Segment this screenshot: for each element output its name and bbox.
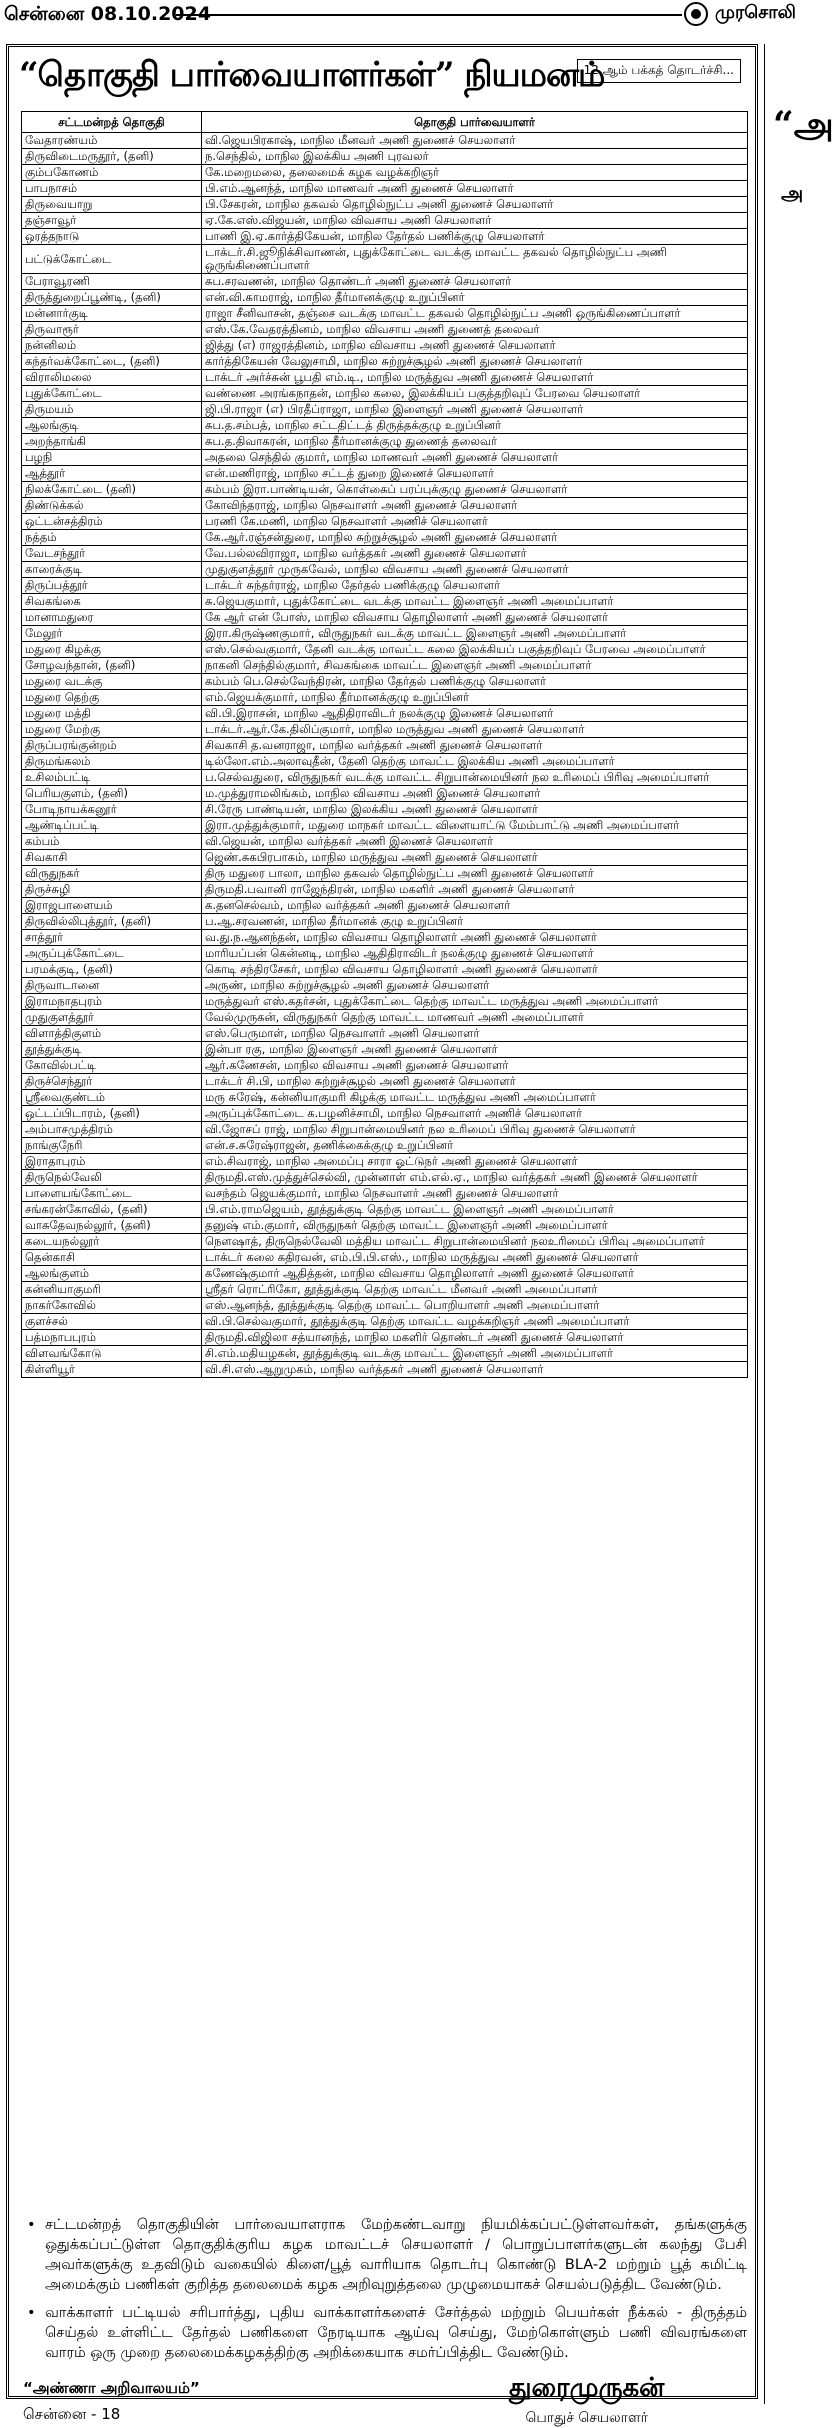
table-row — [22, 594, 748, 610]
constituency-cell: நாகர்கோவில் — [22, 1298, 202, 1314]
table-row — [22, 1250, 748, 1266]
table-row — [22, 898, 748, 914]
constituency-cell: பழநி — [22, 450, 202, 466]
table-row — [22, 197, 748, 213]
observer-cell: ராஜா சீனிவாசன், தஞ்சை வடக்கு மாவட்ட தகவல் தொழில்நுட்ப அணி ஒருங்கிணைப்பாளர் — [202, 306, 748, 322]
observer-cell: ஜி.பி.ராஜா (எ) பிரதீப்ராஜா, மாநில இளைஞர் அணி துணைச் செயலாளர் — [202, 402, 748, 418]
observer-cell: எஸ்.செல்வகுமார், தேனி வடக்கு மாவட்ட கலை இலக்கியப் பகுத்தறிவுப் பேரவை அமைப்பாளர் — [202, 642, 748, 658]
constituency-cell: ஆண்டிப்பட்டி — [22, 818, 202, 834]
constituency-cell: திருச்செந்தூர் — [22, 1074, 202, 1090]
constituency-cell: கன்னியாகுமரி — [22, 1282, 202, 1298]
constituency-cell: குளச்சல் — [22, 1314, 202, 1330]
observer-cell: பாணி இ.ஏ.கார்த்திகேயன், மாநில தேர்தல் பணிக்குழு செயலாளர் — [202, 229, 748, 245]
table-row — [22, 149, 748, 165]
observer-cell: சுப.த.சம்பத், மாநில சட்டதிட்டத் திருத்தக்குழு உறுப்பினர் — [202, 418, 748, 434]
observer-cell: கொடி சந்திரசேகர், மாநில விவசாய தொழிலாளர் அணி துணைச் செயலாளர் — [202, 962, 748, 978]
observer-cell: டாக்டர் கலை கதிரவன், எம்.பி.பி.எஸ்., மாநில மருத்துவ அணி துணைச் செயலாளர் — [202, 1250, 748, 1266]
constituency-cell: ஒரத்தநாடு — [22, 229, 202, 245]
constituency-cell: இராதாபுரம் — [22, 1154, 202, 1170]
observer-cell: பி.சேகரன், மாநில தகவல் தொழில்நுட்ப அணி துணைச் செயலாளர் — [202, 197, 748, 213]
office-address — [23, 2379, 200, 2425]
observer-cell: சுப.த.திவாகரன், மாநில தீர்மானக்குழு துணைத் தலைவர் — [202, 434, 748, 450]
constituency-cell: சிவகாசி — [22, 850, 202, 866]
observer-cell: திரு மதுரை பாலா, மாநில தகவல் தொழில்நுட்ப அணி துணைச் செயலாளர் — [202, 866, 748, 882]
constituency-cell: நிலக்கோட்டை (தனி) — [22, 482, 202, 498]
constituency-cell: நன்னிலம் — [22, 338, 202, 354]
table-row — [22, 1266, 748, 1282]
table-row — [22, 498, 748, 514]
constituency-cell: மதுரை கிழக்கு — [22, 642, 202, 658]
observer-cell: டாக்டர் சி.பி, மாநில சுற்றுச்சூழல் அணி துணைச் செயலாளர் — [202, 1074, 748, 1090]
table-row — [22, 338, 748, 354]
observer-cell: சிவகாசி த.வனராஜா, மாநில வர்த்தகர் அணி துணைச் செயலாளர் — [202, 738, 748, 754]
table-row — [22, 482, 748, 498]
table-row — [22, 290, 748, 306]
constituency-cell: பத்மநாபபுரம் — [22, 1330, 202, 1346]
table-row — [22, 1298, 748, 1314]
table-row — [22, 722, 748, 738]
constituency-cell: கம்பம் — [22, 834, 202, 850]
table-row — [22, 354, 748, 370]
header-rule — [176, 14, 682, 16]
constituency-cell: போடிநாயக்கனூர் — [22, 802, 202, 818]
constituency-cell: பரமக்குடி, (தனி) — [22, 962, 202, 978]
observer-cell: பி.எம்.ஆனந்த், மாநில மாணவர் அணி துணைச் செயலாளர் — [202, 181, 748, 197]
table-row — [22, 466, 748, 482]
observer-cell: கார்த்திகேயன் வேலுசாமி, மாநில சுற்றுச்சூழல் அணி துணைச் செயலாளர் — [202, 354, 748, 370]
table-row — [22, 626, 748, 642]
observer-cell: வண்ணை அரங்கநாதன், மாநில கலை, இலக்கியப் பகுத்தறிவுப் பேரவை செயலாளர் — [202, 386, 748, 402]
observer-cell: கம்பம் இரா.பாண்டியன், கொள்கைப் பரப்புக்குழு துணைச் செயலாளர் — [202, 482, 748, 498]
table-row — [22, 1026, 748, 1042]
constituency-cell: ஆலங்குளம் — [22, 1266, 202, 1282]
constituency-cell: வாசுதேவநல்லூர், (தனி) — [22, 1218, 202, 1234]
constituency-cell: வேதாரண்யம் — [22, 133, 202, 149]
observer-cell: வசந்தம் ஜெயக்குமார், மாநில நெசவாளர் அணி துணைச் செயலாளர் — [202, 1186, 748, 1202]
table-row — [22, 850, 748, 866]
constituency-cell: தஞ்சாவூர் — [22, 213, 202, 229]
table-row — [22, 578, 748, 594]
observer-cell: அருண், மாநில சுற்றுச்சூழல் அணி துணைச் செயலாளர் — [202, 978, 748, 994]
table-row — [22, 181, 748, 197]
constituency-cell: காரைக்குடி — [22, 562, 202, 578]
constituency-cell: மதுரை மத்தி — [22, 706, 202, 722]
constituency-cell: அறந்தாங்கி — [22, 434, 202, 450]
observer-cell: டாக்டர் சுந்தர்ராஜ், மாநில தேர்தல் பணிக்குழு செயலாளர் — [202, 578, 748, 594]
table-row — [22, 962, 748, 978]
dateline: சென்னை 08.10.2024 — [4, 3, 211, 25]
observer-cell: டில்லோ.எம்.அலாவுதீன், தேனி தெற்கு மாவட்ட இலக்கிய அணி அமைப்பாளர் — [202, 754, 748, 770]
observer-cell: வி.ஜெயன், மாநில வர்த்தகர் அணி இணைச் செயலாளர் — [202, 834, 748, 850]
table-row — [22, 706, 748, 722]
side-heading: “அ — [773, 104, 834, 146]
table-row — [22, 738, 748, 754]
observer-cell: திருமதி.எஸ்.முத்துச்செல்வி, முன்னாள் எம்.எல்.ஏ., மாநில வர்த்தகர் அணி இணைச் செயலாளர் — [202, 1170, 748, 1186]
table-row — [22, 133, 748, 149]
continued-badge: 12 ஆம் பக்கத் தொடர்ச்சி... — [577, 59, 741, 83]
observer-cell: சி.ரேரு பாண்டியன், மாநில இலக்கிய அணி துணைச் செயலாளர் — [202, 802, 748, 818]
table-row — [22, 1074, 748, 1090]
constituency-cell: அருப்புக்கோட்டை — [22, 946, 202, 962]
instructions — [23, 2215, 747, 2371]
constituency-cell: திருப்பத்தூர் — [22, 578, 202, 594]
constituency-cell: அம்பாசமுத்திரம் — [22, 1122, 202, 1138]
constituency-cell: கும்பகோணம் — [22, 165, 202, 181]
constituency-cell: தென்காசி — [22, 1250, 202, 1266]
table-row — [22, 1218, 748, 1234]
observer-cell: வி.ஜெயபிரகாஷ், மாநில மீனவர் அணி துணைச் செயலாளர் — [202, 133, 748, 149]
table-row — [22, 642, 748, 658]
observer-cell: எம்.சிவராஜ், மாநில அமைப்பு சாரா ஓட்டுநர் அணி துணைச் செயலாளர் — [202, 1154, 748, 1170]
constituency-cell: பேராவூரணி — [22, 274, 202, 290]
observer-cell: சுப.சரவணன், மாநில தொண்டர் அணி துணைச் செயலாளர் — [202, 274, 748, 290]
table-row — [22, 1282, 748, 1298]
observer-cell: திருமதி.விஜிலா சத்யானந்த், மாநில மகளிர் தொண்டர் அணி துணைச் செயலாளர் — [202, 1330, 748, 1346]
constituency-cell: விளாத்திகுளம் — [22, 1026, 202, 1042]
constituency-cell: பாளையங்கோட்டை — [22, 1186, 202, 1202]
constituency-cell: இராமநாதபுரம் — [22, 994, 202, 1010]
table-row — [22, 994, 748, 1010]
constituency-cell: முதுகுளத்தூர் — [22, 1010, 202, 1026]
constituency-cell: திருமங்கலம் — [22, 754, 202, 770]
table-row — [22, 1346, 748, 1362]
office-name: “அண்ணா அறிவாலயம்” — [23, 2379, 200, 2397]
constituency-cell: ஆலங்குடி — [22, 418, 202, 434]
observer-cell: ஆர்.கணேசன், மாநில விவசாய அணி துணைச் செயலாளர் — [202, 1058, 748, 1074]
constituency-cell: பெரியகுளம், (தனி) — [22, 786, 202, 802]
constituency-cell: கிள்ளியூர் — [22, 1362, 202, 1378]
constituency-cell: மேலூர் — [22, 626, 202, 642]
observer-cell: அருப்புக்கோட்டை க.பழனிச்சாமி, மாநில நெசவாளர் அணிச் செயலாளர் — [202, 1106, 748, 1122]
table-row — [22, 610, 748, 626]
constituency-cell: தூத்துக்குடி — [22, 1042, 202, 1058]
observer-cell: திருமதி.பவானி ராஜேந்திரன், மாநில மகளிர் அணி துணைச் செயலாளர் — [202, 882, 748, 898]
observer-cell: எஸ்.பெருமாள், மாநில நெசவாளர் அணி செயலாளர் — [202, 1026, 748, 1042]
table-row — [22, 690, 748, 706]
signatory — [509, 2373, 664, 2428]
table-row — [22, 213, 748, 229]
constituency-cell: திருவாடானை — [22, 978, 202, 994]
constituency-cell: விராலிமலை — [22, 370, 202, 386]
table-row — [22, 914, 748, 930]
table-row — [22, 930, 748, 946]
office-city: சென்னை - 18 — [23, 2405, 121, 2423]
constituency-cell: மதுரை தெற்கு — [22, 690, 202, 706]
observer-cell: எம்.ஜெயக்குமார், மாநில தீர்மானக்குழு உறுப்பினர் — [202, 690, 748, 706]
table-row — [22, 882, 748, 898]
constituency-cell: திருவையாறு — [22, 197, 202, 213]
observer-cell: ந.செந்தில், மாநில இலக்கிய அணி புரவலர் — [202, 149, 748, 165]
table-row — [22, 450, 748, 466]
observer-cell: ஏ.கே.எஸ்.விஜயன், மாநில விவசாய அணி செயலாளர் — [202, 213, 748, 229]
constituency-cell: சாத்தூர் — [22, 930, 202, 946]
constituency-cell: உசிலம்பட்டி — [22, 770, 202, 786]
table-row — [22, 322, 748, 338]
table-row — [22, 786, 748, 802]
table-row — [22, 1058, 748, 1074]
observer-cell: கணேஷ்குமார் ஆதித்தன், மாநில விவசாய தொழிலாளர் அணி துணைச் செயலாளர் — [202, 1266, 748, 1282]
constituency-cell: திருநெல்வேலி — [22, 1170, 202, 1186]
constituency-cell: திருத்துறைப்பூண்டி, (தனி) — [22, 290, 202, 306]
constituency-cell: விளவங்கோடு — [22, 1346, 202, 1362]
observer-cell: இரா.முத்துக்குமார், மதுரை மாநகர் மாவட்ட விளையாட்டு மேம்பாட்டு அணி அமைப்பாளர் — [202, 818, 748, 834]
table-row — [22, 418, 748, 434]
table-row — [22, 674, 748, 690]
constituency-cell: மதுரை மேற்கு — [22, 722, 202, 738]
table-row — [22, 1138, 748, 1154]
column-header-observer: தொகுதி பார்வையாளர் — [202, 112, 748, 133]
table-row — [22, 165, 748, 181]
constituency-cell: திண்டுக்கல் — [22, 498, 202, 514]
observer-cell: ம.முத்துராமலிங்கம், மாநில விவசாய அணி இணைச் செயலாளர் — [202, 786, 748, 802]
table-row — [22, 834, 748, 850]
constituency-cell: கோவில்பட்டி — [22, 1058, 202, 1074]
table-row — [22, 1090, 748, 1106]
observer-cell: டாக்டர் அர்ச்சுன் பூபதி எம்.டி., மாநில மருத்துவ அணி துணைச் செயலாளர் — [202, 370, 748, 386]
observer-cell: வே.பல்லவிராஜா, மாநில வர்த்தகர் அணி துணைச் செயலாளர் — [202, 546, 748, 562]
table-row — [22, 1154, 748, 1170]
constituency-cell: மதுரை வடக்கு — [22, 674, 202, 690]
constituency-cell: ஒட்டப்பிடாரம், (தனி) — [22, 1106, 202, 1122]
table-row — [22, 1202, 748, 1218]
observer-cell: கே.ஆர்.ரஞ்சன்துரை, மாநில சுற்றுச்சூழல் அணி துணைச் செயலாளர் — [202, 530, 748, 546]
constituency-cell: நத்தம் — [22, 530, 202, 546]
observer-cell: சு.ஜெயகுமார், புதுக்கோட்டை வடக்கு மாவட்ட இளைஞர் அணி அமைப்பாளர் — [202, 594, 748, 610]
observer-cell: ஜெண்.சுகபிரபாகம், மாநில மருத்துவ அணி துணைச் செயலாளர் — [202, 850, 748, 866]
observer-cell: பரணி கே.மணி, மாநில நெசவாளர் அணிச் செயலாளர் — [202, 514, 748, 530]
constituency-cell: சோழவந்தான், (தனி) — [22, 658, 202, 674]
constituency-cell: திருமயம் — [22, 402, 202, 418]
observer-cell: எஸ்.கே.வேதரத்தினம், மாநில விவசாய அணி துணைத் தலைவர் — [202, 322, 748, 338]
constituency-cell: ஒட்டன்சத்திரம் — [22, 514, 202, 530]
table-row — [22, 866, 748, 882]
observer-cell: ஜித்து (எ) ராஜரத்தினம், மாநில விவசாய அணி துணைச் செயலாளர் — [202, 338, 748, 354]
observer-cell: தனுஷ் எம்.குமார், விருதுநகர் தெற்கு மாவட்ட இளைஞர் அணி அமைப்பாளர் — [202, 1218, 748, 1234]
constituency-cell: வேடசந்தூர் — [22, 546, 202, 562]
table-row — [22, 370, 748, 386]
side-letter: அ — [781, 181, 804, 205]
table-row — [22, 402, 748, 418]
observer-cell: வி.சி.எஸ்.ஆறுமுகம், மாநில வர்த்தகர் அணி துணைச் செயலாளர் — [202, 1362, 748, 1378]
adjacent-column — [764, 44, 834, 2404]
constituency-cell: இராஜபாளையம் — [22, 898, 202, 914]
observer-cell: கே.மறைமலை, தலைமைக் கழக வழக்கறிஞர் — [202, 165, 748, 181]
constituency-cell: திருவிடைமருதூர், (தனி) — [22, 149, 202, 165]
constituency-cell: நாங்குநேரி — [22, 1138, 202, 1154]
constituency-cell: புதுக்கோட்டை — [22, 386, 202, 402]
table-row — [22, 386, 748, 402]
table-row — [22, 245, 748, 274]
observer-cell: நாகனி செந்தில்குமார், சிவகங்கை மாவட்ட இளைஞர் அணி அமைப்பாளர் — [202, 658, 748, 674]
table-row — [22, 1010, 748, 1026]
table-row — [22, 514, 748, 530]
constituency-cell: மன்னார்குடி — [22, 306, 202, 322]
table-row — [22, 1122, 748, 1138]
observer-cell: வி.பி.செல்வகுமார், தூத்துக்குடி தெற்கு மாவட்ட வழக்கறிஞர் அணி அமைப்பாளர் — [202, 1314, 748, 1330]
observer-cell: டாக்டர்.சி.ஜூநிக்சிவாணன், புதுக்கோட்டை வடக்கு மாவட்ட தகவல் தொழில்நுட்ப அணி ஒருங்கிணைப்பாளர் — [202, 245, 748, 274]
observer-cell: வ.து.ந.ஆனந்தன், மாநில விவசாய தொழிலாளர் அணி துணைச் செயலாளர் — [202, 930, 748, 946]
observer-cell: மருத்துவர் எஸ்.கதர்சன், புதுக்கோட்டை தெற்கு மாவட்ட மருத்துவ அணி அமைப்பாளர் — [202, 994, 748, 1010]
observer-cell: ப.ஆ.சரவணன், மாநில தீர்மானக் குழு உறுப்பினர் — [202, 914, 748, 930]
table-row — [22, 274, 748, 290]
observer-cell: கம்பம் பெ.செல்வேந்திரன், மாநில தேர்தல் பணிக்குழு செயலாளர் — [202, 674, 748, 690]
table-row — [22, 754, 748, 770]
table-row — [22, 1186, 748, 1202]
observer-cell: சி.எம்.மதியழகன், தூத்துக்குடி வடக்கு மாவட்ட இளைஞர் அணி அமைப்பாளர் — [202, 1346, 748, 1362]
observer-cell: எஸ்.ஆனந்த், தூத்துக்குடி தெற்கு மாவட்ட பொறியாளர் அணி அமைப்பாளர் — [202, 1298, 748, 1314]
observer-cell: கே ஆர் என் போஸ், மாநில விவசாய தொழிலாளர் அணி துணைச் செயலாளர் — [202, 610, 748, 626]
observer-cell: க.தனசெல்வம், மாநில வர்த்தகர் அணி துணைச் செயலாளர் — [202, 898, 748, 914]
table-row — [22, 1314, 748, 1330]
observer-cell: நௌஷாத், திருநெல்வேலி மத்திய மாவட்ட சிறுபான்மையினர் நலஉரிமைப் பிரிவு அமைப்பாளர் — [202, 1234, 748, 1250]
table-row — [22, 770, 748, 786]
table-row — [22, 802, 748, 818]
table-header-row — [22, 112, 748, 133]
observer-cell: என்.வி.காமராஜ், மாநில தீர்மானக்குழு உறுப்பினர் — [202, 290, 748, 306]
top-bar — [0, 0, 800, 30]
table-row — [22, 546, 748, 562]
instruction-paragraph: • சட்டமன்றத் தொகுதியின் பார்வையாளராக மேற்கண்டவாறு நியமிக்கப்பட்டுள்ளவர்கள், தங்களுக்கு ஒதுக்கப்பட்டுள்ள தொகுதிக்குரிய கழக மாவட்டச் செயலாளர் / பொறுப்பாளர்களுடன் கலந்து பேசி அவர்களுக்கு உதவிடும் வகையில் கிளை/பூத் வாரியாக தொடர்பு கொண்டு BLA-2 மற்றும் பூத் கமிட்டி அமைக்கும் பணிகள் குறித்த தலைமைக் கழக அறிவுறுத்தலை முழுமையாகச் செயல்படுத்திட வேண்டும். — [23, 2215, 747, 2295]
constituency-cell: கந்தர்வக்கோட்டை, (தனி) — [22, 354, 202, 370]
observer-cell: இரா.கிருஷ்ணகுமார், விருதுநகர் வடக்கு மாவட்ட இளைஞர் அணி அமைப்பாளர் — [202, 626, 748, 642]
observer-cell: என்.மணிராஜ், மாநில சட்டத் துறை இணைச் செயலாளர் — [202, 466, 748, 482]
constituency-cell: ஸ்ரீவைகுண்டம் — [22, 1090, 202, 1106]
observer-cell: ப.செல்வதுரை, விருதுநகர் வடக்கு மாவட்ட சிறுபான்மையினர் நல உரிமைப் பிரிவு அமைப்பாளர் — [202, 770, 748, 786]
table-row — [22, 562, 748, 578]
emblem-icon — [684, 2, 708, 26]
constituency-cell: விருதுநகர் — [22, 866, 202, 882]
instruction-paragraph: • வாக்காளர் பட்டியல் சரிபார்த்து, புதிய வாக்காளர்களைச் சேர்த்தல் மற்றும் பெயர்கள் நீக்கல் - திருத்தம் செய்தல் உள்ளிட்ட தேர்தல் பணிகளை நேரடியாக ஆய்வு செய்து, மேற்கொள்ளும் பணி விவரங்களை வாரம் ஒரு முறை தலைமைக்கழகத்திற்கு அறிக்கையாக சமர்ப்பித்திட வேண்டும். — [23, 2303, 747, 2363]
table-row — [22, 530, 748, 546]
constituency-cell: ஆத்தூர் — [22, 466, 202, 482]
observer-cell: வேல்முருகன், விருதுநகர் தெற்கு மாவட்ட மாணவர் அணி அமைப்பாளர் — [202, 1010, 748, 1026]
table-row — [22, 1330, 748, 1346]
observer-cell: வி.பி.இராசன், மாநில ஆதிதிராவிடர் நலக்குழு இணைச் செயலாளர் — [202, 706, 748, 722]
table-row — [22, 1042, 748, 1058]
table-row — [22, 818, 748, 834]
signatory-role: பொதுச் செயலாளர் — [525, 2410, 648, 2426]
table-row — [22, 658, 748, 674]
observer-cell: இன்பா ரகு, மாநில இளைஞர் அணி துணைச் செயலாளர் — [202, 1042, 748, 1058]
constituency-cell: திருப்பரங்குன்றம் — [22, 738, 202, 754]
signatory-name: துரைமுருகன் — [509, 2373, 665, 2403]
table-row — [22, 434, 748, 450]
table-row — [22, 1234, 748, 1250]
observer-cell: வி.ஜோசப் ராஜ், மாநில சிறுபான்மையினர் நல உரிமைப் பிரிவு துணைச் செயலாளர் — [202, 1122, 748, 1138]
constituency-cell: திருச்சுழி — [22, 882, 202, 898]
constituency-cell: பாபநாசம் — [22, 181, 202, 197]
constituency-cell: திருவில்லிபுத்தூர், (தனி) — [22, 914, 202, 930]
table-row — [22, 978, 748, 994]
observer-cell: மாரியப்பன் கென்னடி, மாநில ஆதிதிராவிடர் நலக்குழு துணைச் செயலாளர் — [202, 946, 748, 962]
constituency-cell: மானாமதுரை — [22, 610, 202, 626]
observer-cell: டாக்டர்.ஆர்.கே.திலிப்குமார், மாநில மருத்துவ அணி துணைச் செயலாளர் — [202, 722, 748, 738]
observers-table — [21, 111, 748, 1378]
table-row — [22, 1362, 748, 1378]
constituency-cell: கடையநல்லூர் — [22, 1234, 202, 1250]
observer-cell: மரு சுரேஷ், கன்னியாகுமரி கிழக்கு மாவட்ட மருத்துவ அணி அமைப்பாளர் — [202, 1090, 748, 1106]
table-row — [22, 306, 748, 322]
table-row — [22, 946, 748, 962]
constituency-cell: பட்டுக்கோட்டை — [22, 245, 202, 274]
observer-cell: என்.ச.சுரேஷ்ராஜன், தணிக்கைக்குழு உறுப்பினர் — [202, 1138, 748, 1154]
constituency-cell: திருவாரூர் — [22, 322, 202, 338]
observer-cell: ஸ்ரீதர் ரொட்ரிகோ, தூத்துக்குடி தெற்கு மாவட்ட மீனவர் அணி அமைப்பாளர் — [202, 1282, 748, 1298]
constituency-cell: சிவகங்கை — [22, 594, 202, 610]
column-header-constituency: சட்டமன்றத் தொகுதி — [22, 112, 202, 133]
masthead: முரசொலி — [715, 2, 796, 23]
observer-cell: கோவிந்தராஜ், மாநில நெசவாளர் அணி துணைச் செயலாளர் — [202, 498, 748, 514]
headline: “தொகுதி பார்வையாளர்கள்” நியமனம் — [19, 55, 605, 95]
observer-cell: முதுகுளத்தூர் முருகவேல், மாநில விவசாய அணி துணைச் செயலாளர் — [202, 562, 748, 578]
constituency-cell: சங்கரன்கோவில், (தனி) — [22, 1202, 202, 1218]
table-row — [22, 229, 748, 245]
observer-cell: அதலை செந்தில் குமார், மாநில மாணவர் அணி துணைச் செயலாளர் — [202, 450, 748, 466]
table-body — [22, 133, 748, 1378]
announcement-box — [6, 44, 758, 2426]
table-row — [22, 1170, 748, 1186]
observer-cell: பி.எம்.ராமஜெயம், தூத்துக்குடி தெற்கு மாவட்ட இளைஞர் அணி அமைப்பாளர் — [202, 1202, 748, 1218]
table-row — [22, 1106, 748, 1122]
